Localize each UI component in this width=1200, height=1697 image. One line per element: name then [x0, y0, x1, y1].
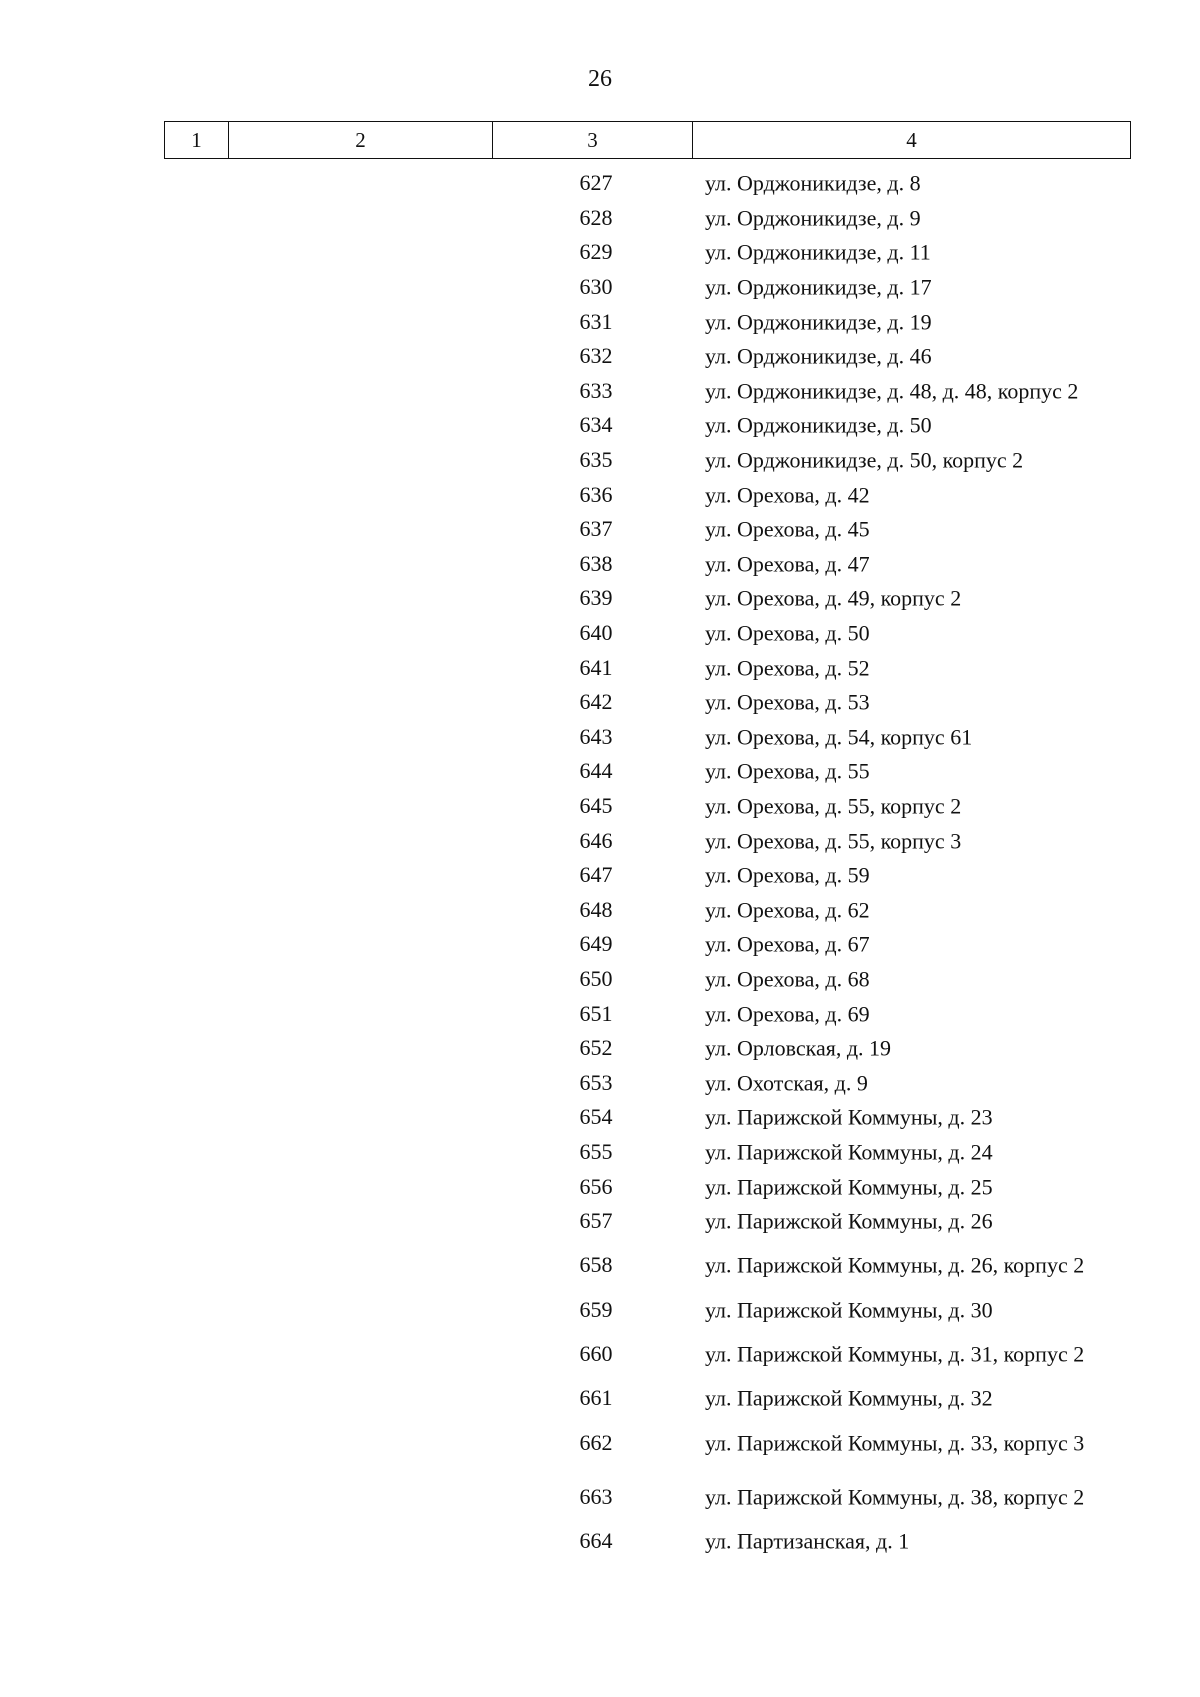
row-number: 641: [579, 654, 613, 680]
table-row: [0, 962, 1200, 997]
table-row: [0, 1416, 1200, 1470]
row-address: ул. Парижской Коммуны, д. 30: [705, 1297, 993, 1323]
row-number: 637: [579, 516, 613, 542]
table-row: [0, 270, 1200, 305]
table-row: [0, 477, 1200, 512]
row-address: ул. Орехова, д. 54, корпус 61: [705, 724, 973, 750]
row-number: 633: [579, 377, 613, 403]
row-address: ул. Партизанская, д. 1: [705, 1528, 910, 1554]
row-number: 643: [579, 723, 613, 749]
table-row: [0, 1031, 1200, 1066]
row-number: 651: [579, 1000, 613, 1026]
header-cell-2: 2: [229, 122, 493, 158]
row-address: ул. Орджоникидзе, д. 8: [705, 170, 921, 196]
row-address: ул. Парижской Коммуны, д. 26: [705, 1208, 993, 1234]
row-address: ул. Орехова, д. 55, корпус 3: [705, 828, 962, 854]
table-row: [0, 374, 1200, 409]
table-row: [0, 339, 1200, 374]
row-number: 664: [579, 1527, 613, 1553]
table-row: [0, 1292, 1200, 1327]
row-number: 645: [579, 792, 613, 818]
row-address: ул. Орехова, д. 55, корпус 2: [705, 793, 962, 819]
row-address: ул. Парижской Коммуны, д. 25: [705, 1174, 993, 1200]
table-row: [0, 1238, 1200, 1292]
table-row: [0, 1470, 1200, 1524]
row-address: ул. Парижской Коммуны, д. 38, корпус 2: [705, 1484, 1085, 1510]
table-row: [0, 892, 1200, 927]
row-address: ул. Орджоникидзе, д. 46: [705, 343, 932, 369]
table-row: [0, 1169, 1200, 1204]
row-address: ул. Орехова, д. 52: [705, 655, 870, 681]
table-row: [0, 408, 1200, 443]
row-number: 657: [579, 1208, 613, 1234]
table-row: [0, 650, 1200, 685]
table-row: [0, 1327, 1200, 1381]
row-address: ул. Парижской Коммуны, д. 26, корпус 2: [705, 1252, 1085, 1278]
row-address: ул. Орджоникидзе, д. 50: [705, 412, 932, 438]
row-address: ул. Орехова, д. 68: [705, 966, 870, 992]
table-body: [0, 166, 1200, 1558]
row-number: 647: [579, 862, 613, 888]
row-address: ул. Орехова, д. 49, корпус 2: [705, 585, 962, 611]
row-address: ул. Орджоникидзе, д. 9: [705, 205, 921, 231]
row-address: ул. Парижской Коммуны, д. 33, корпус 3: [705, 1430, 1085, 1456]
row-address: ул. Охотская, д. 9: [705, 1070, 868, 1096]
row-number: 660: [579, 1341, 613, 1366]
row-number: 648: [579, 896, 613, 922]
row-address: ул. Орехова, д. 59: [705, 862, 870, 888]
table-row: [0, 720, 1200, 755]
row-number: 640: [579, 620, 613, 646]
row-number: 635: [579, 447, 613, 473]
row-address: ул. Орехова, д. 55: [705, 758, 870, 784]
table-row: [0, 443, 1200, 478]
row-number: 628: [579, 204, 613, 230]
table-header: [164, 121, 1131, 159]
header-cell-4: 4: [906, 128, 917, 152]
row-number: 631: [579, 308, 613, 334]
row-address: ул. Орловская, д. 19: [705, 1035, 892, 1061]
row-number: 638: [579, 550, 613, 576]
row-address: ул. Орехова, д. 45: [705, 516, 870, 542]
row-number: 654: [579, 1104, 613, 1130]
table-row: [0, 685, 1200, 720]
row-number: 659: [579, 1296, 613, 1322]
row-number: 646: [579, 827, 613, 853]
table-row: [0, 754, 1200, 789]
table-row: [0, 616, 1200, 651]
row-number: 636: [579, 481, 613, 507]
table-row: [0, 858, 1200, 893]
row-address: ул. Орджоникидзе, д. 50, корпус 2: [705, 447, 1024, 473]
row-number: 634: [579, 412, 613, 438]
table-row: [0, 1524, 1200, 1559]
row-number: 630: [579, 274, 613, 300]
row-number: 629: [579, 239, 613, 265]
row-number: 655: [579, 1138, 613, 1164]
table-row: [0, 996, 1200, 1031]
row-address: ул. Парижской Коммуны, д. 23: [705, 1104, 993, 1130]
row-number: 658: [579, 1252, 613, 1278]
row-address: ул. Орехова, д. 69: [705, 1001, 870, 1027]
row-address: ул. Орджоникидзе, д. 11: [705, 239, 931, 265]
table-row: [0, 1381, 1200, 1416]
table-row: [0, 1100, 1200, 1135]
table-row: [0, 1135, 1200, 1170]
row-number: 652: [579, 1035, 613, 1061]
row-number: 662: [579, 1429, 613, 1455]
table-row: [0, 1204, 1200, 1239]
row-address: ул. Орехова, д. 53: [705, 689, 870, 715]
row-number: 639: [579, 585, 613, 611]
row-address: ул. Орджоникидзе, д. 48, д. 48, корпус 2: [705, 378, 1079, 404]
table-row: [0, 927, 1200, 962]
row-address: ул. Орехова, д. 47: [705, 551, 870, 577]
table-row: [0, 512, 1200, 547]
row-number: 663: [579, 1483, 613, 1509]
row-number: 650: [579, 965, 613, 991]
table-row: [0, 201, 1200, 236]
header-cell-3: 3: [493, 122, 693, 158]
page-number: 26: [588, 66, 612, 92]
table-row: [0, 823, 1200, 858]
row-number: 627: [579, 170, 613, 196]
table-row: [0, 581, 1200, 616]
row-address: ул. Орехова, д. 62: [705, 897, 870, 923]
row-address: ул. Орехова, д. 67: [705, 931, 870, 957]
row-address: ул. Орехова, д. 50: [705, 620, 870, 646]
table-row: [0, 235, 1200, 270]
row-number: 642: [579, 689, 613, 715]
row-address: ул. Парижской Коммуны, д. 24: [705, 1139, 993, 1165]
row-number: 644: [579, 758, 613, 784]
row-address: ул. Парижской Коммуны, д. 31, корпус 2: [705, 1341, 1085, 1367]
row-number: 656: [579, 1173, 613, 1199]
row-number: 653: [579, 1069, 613, 1095]
table-row: [0, 547, 1200, 582]
row-number: 661: [579, 1385, 613, 1411]
row-number: 632: [579, 343, 613, 369]
row-address: ул. Орджоникидзе, д. 17: [705, 274, 932, 300]
table-row: [0, 789, 1200, 824]
table-row: [0, 1065, 1200, 1100]
table-row: [0, 166, 1200, 201]
row-number: 649: [579, 931, 613, 957]
row-address: ул. Орехова, д. 42: [705, 482, 870, 508]
table-row: [0, 304, 1200, 339]
header-cell-1: 1: [165, 122, 229, 158]
row-address: ул. Парижской Коммуны, д. 32: [705, 1385, 993, 1411]
row-address: ул. Орджоникидзе, д. 19: [705, 309, 932, 335]
